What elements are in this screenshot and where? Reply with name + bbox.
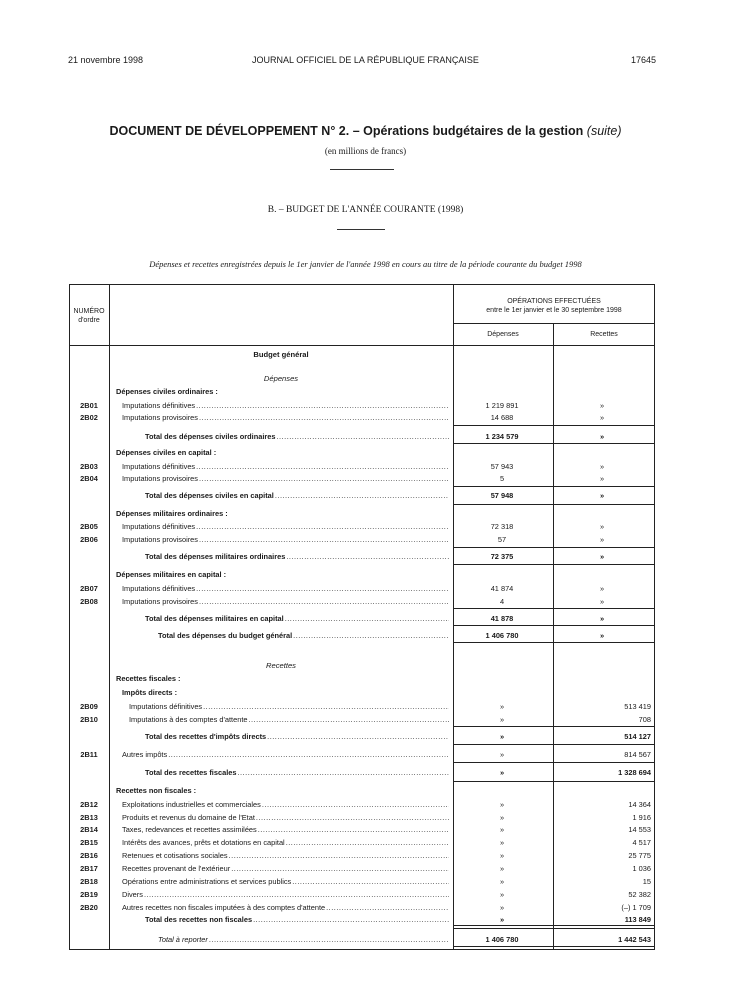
depenses-value: »	[499, 702, 505, 711]
row-label	[145, 731, 449, 743]
row-code: 2B20	[80, 903, 98, 912]
table-row	[69, 850, 655, 862]
table-row	[69, 400, 655, 412]
table-row	[69, 812, 655, 824]
depenses-value: 57 948	[490, 491, 514, 500]
row-label	[116, 673, 416, 685]
row-label	[122, 902, 449, 914]
depenses-value: »	[499, 715, 505, 724]
row-label-text: Total des dépenses civiles en capital	[145, 491, 274, 500]
row-code: 2B19	[80, 890, 98, 899]
row-label	[122, 850, 449, 862]
depenses-value: »	[499, 851, 505, 860]
total-row	[69, 731, 655, 743]
depenses-value: »	[499, 877, 505, 886]
group-heading-row	[69, 569, 655, 581]
row-label-text: Total des recettes non fiscales	[145, 915, 253, 924]
leader-dots	[199, 534, 449, 546]
leader-dots	[258, 824, 449, 836]
row-code: 2B13	[80, 813, 98, 822]
col-operations	[453, 297, 655, 315]
row-code: 2B03	[80, 462, 98, 471]
row-label-text: Imputations provisoires	[122, 474, 198, 483]
table-row	[69, 889, 655, 901]
row-label-text: Imputations provisoires	[122, 413, 198, 422]
leader-dots	[196, 461, 449, 473]
depenses-value: 1 234 579	[485, 432, 519, 441]
row-code: 2B08	[80, 597, 98, 606]
table-row	[69, 701, 655, 713]
depenses-value: 72 318	[490, 522, 514, 531]
group-heading-row	[69, 447, 655, 459]
row-label-text: Autres impôts	[122, 750, 168, 759]
row-label-text: Total à reporter	[158, 935, 208, 944]
col-ordre-label: d'ordre	[78, 317, 100, 324]
recettes-value: 814 567	[624, 750, 651, 759]
row-code: 2B09	[80, 702, 98, 711]
header-date: 21 novembre 1998	[68, 55, 144, 65]
row-label	[116, 785, 416, 797]
table-header-rule	[69, 345, 655, 346]
total-rule	[453, 762, 655, 763]
depenses-value: 14 688	[490, 413, 514, 422]
leader-dots	[286, 837, 449, 849]
row-code: 2B12	[80, 800, 98, 809]
group-heading-row	[69, 386, 655, 398]
col-recettes: Recettes	[590, 331, 618, 338]
total-rule	[453, 443, 655, 444]
recettes-value: »	[599, 432, 605, 441]
title-suite: (suite)	[586, 124, 622, 138]
row-label	[129, 701, 449, 713]
depenses-value: 57	[497, 535, 507, 544]
depenses-value: »	[499, 750, 505, 759]
row-code: 2B10	[80, 715, 98, 724]
col-numero	[69, 307, 109, 325]
row-label-text: Total des dépenses militaires en capital	[145, 614, 284, 623]
leader-dots	[267, 731, 449, 743]
row-label	[122, 749, 449, 761]
leader-dots	[209, 934, 449, 946]
row-code: 2B14	[80, 825, 98, 834]
total-row	[69, 630, 655, 642]
depenses-value: 4	[499, 597, 505, 606]
table-row	[69, 521, 655, 533]
table-row	[69, 824, 655, 836]
row-label	[122, 473, 449, 485]
total-rule	[453, 744, 655, 745]
row-label-text: Imputations définitives	[129, 702, 203, 711]
row-label	[145, 431, 449, 443]
recettes-value: »	[599, 462, 605, 471]
title-main: DOCUMENT DE DÉVELOPPEMENT N° 2. – Opérations budgétaires de la gestion	[109, 124, 584, 138]
table-row	[69, 583, 655, 595]
row-label	[145, 490, 449, 502]
row-label-text: Imputations définitives	[122, 401, 196, 410]
table-row	[69, 934, 655, 946]
row-label-text: Total des dépenses civiles ordinaires	[145, 432, 276, 441]
total-rule	[453, 726, 655, 727]
row-label-text: Exploitations industrielles et commerciales	[122, 800, 261, 809]
row-label-text: Recettes fiscales :	[116, 674, 181, 683]
budget-general-heading: Budget général	[253, 350, 309, 359]
row-label	[145, 551, 449, 563]
row-label	[122, 400, 449, 412]
header-page-number: 17645	[630, 55, 656, 65]
leader-dots	[253, 914, 449, 926]
depenses-value: »	[499, 915, 505, 924]
total-rule	[453, 642, 655, 643]
recettes-value: (–) 1 709	[621, 903, 651, 912]
recettes-value: »	[599, 474, 605, 483]
col-operations-title: OPÉRATIONS EFFECTUÉES	[507, 298, 601, 305]
recettes-value: »	[599, 413, 605, 422]
row-label	[122, 889, 449, 901]
row-code: 2B01	[80, 401, 98, 410]
row-label-text: Recettes non fiscales :	[116, 786, 197, 795]
table-row	[69, 837, 655, 849]
row-code: 2B17	[80, 864, 98, 873]
row-label-text: Imputations à des comptes d'attente	[129, 715, 248, 724]
total-rule	[453, 925, 655, 926]
table-row	[69, 876, 655, 888]
leader-dots	[196, 521, 449, 533]
row-label	[158, 934, 449, 946]
row-label	[145, 767, 449, 779]
row-code: 2B02	[80, 413, 98, 422]
leader-dots	[262, 799, 449, 811]
total-row	[69, 767, 655, 779]
row-label-text: Imputations définitives	[122, 584, 196, 593]
row-label-text: Divers	[122, 890, 143, 899]
table-row	[69, 902, 655, 914]
table-row	[69, 863, 655, 875]
section-divider	[337, 229, 385, 230]
leader-dots	[286, 551, 449, 563]
row-label	[145, 914, 449, 926]
total-rule	[453, 504, 655, 505]
depenses-value: 5	[499, 474, 505, 483]
recettes-value: 513 419	[624, 702, 651, 711]
leader-dots	[292, 876, 449, 888]
row-label	[122, 461, 449, 473]
recettes-heading: Recettes	[266, 661, 296, 670]
depenses-value: 41 878	[490, 614, 514, 623]
row-label	[122, 687, 422, 699]
recettes-value: 1 036	[632, 864, 651, 873]
row-label	[122, 412, 449, 424]
row-code: 2B07	[80, 584, 98, 593]
table-row	[69, 714, 655, 726]
recettes-value: 1 328 694	[618, 768, 651, 777]
depenses-value: 72 375	[490, 552, 514, 561]
total-rule	[453, 564, 655, 565]
row-label	[122, 876, 449, 888]
recettes-value: 52 382	[628, 890, 651, 899]
depenses-value: »	[499, 903, 505, 912]
recettes-value: »	[599, 401, 605, 410]
intro-text: Dépenses et recettes enregistrées depuis le 1er janvier de l'année 1998 en cours au titre de la période courante du budget 1998	[149, 259, 582, 269]
group-heading-row	[69, 673, 655, 685]
leader-dots	[276, 431, 449, 443]
depenses-value: »	[499, 813, 505, 822]
leader-dots	[326, 902, 449, 914]
depenses-value: »	[499, 838, 505, 847]
row-label	[158, 630, 449, 642]
table-row	[69, 534, 655, 546]
row-label-text: Imputations définitives	[122, 522, 196, 531]
depenses-value: 57 943	[490, 462, 514, 471]
leader-dots	[249, 714, 450, 726]
total-row	[69, 490, 655, 502]
row-label-text: Dépenses militaires en capital :	[116, 570, 227, 579]
row-code: 2B06	[80, 535, 98, 544]
recettes-value: 14 553	[628, 825, 651, 834]
table-row	[69, 412, 655, 424]
row-label-text: Total des dépenses militaires ordinaires	[145, 552, 286, 561]
row-label-text: Imputations provisoires	[122, 597, 198, 606]
recettes-value: »	[599, 522, 605, 531]
row-label-text: Recettes provenant de l'extérieur	[122, 864, 231, 873]
row-label-text: Imputations provisoires	[122, 535, 198, 544]
row-label	[122, 583, 449, 595]
row-label	[116, 508, 416, 520]
leader-dots	[293, 630, 449, 642]
col-operations-period: entre le 1er janvier et le 30 septembre 1998	[486, 307, 622, 314]
row-code: 2B18	[80, 877, 98, 886]
recettes-value: 113 849	[624, 915, 651, 924]
table-row	[69, 596, 655, 608]
recettes-value: »	[599, 552, 605, 561]
leader-dots	[203, 701, 449, 713]
leader-dots	[199, 596, 449, 608]
total-rule	[453, 608, 655, 609]
group-heading-row	[69, 508, 655, 520]
row-label-text: Retenues et cotisations sociales	[122, 851, 228, 860]
row-label	[145, 613, 449, 625]
row-label	[122, 521, 449, 533]
depenses-value: »	[499, 800, 505, 809]
section-heading: B. – BUDGET DE L'ANNÉE COURANTE (1998)	[267, 205, 464, 215]
recettes-value: 15	[642, 877, 651, 886]
recettes-value: »	[599, 597, 605, 606]
row-label	[129, 714, 449, 726]
depenses-value: 1 406 780	[485, 631, 519, 640]
row-label-text: Taxes, redevances et recettes assimilées	[122, 825, 257, 834]
row-label-text: Impôts directs :	[122, 688, 178, 697]
row-label-text: Autres recettes non fiscales imputées à des comptes d'attente	[122, 903, 326, 912]
total-rule	[453, 946, 655, 947]
leader-dots	[231, 863, 449, 875]
row-label-text: Intérêts des avances, prêts et dotations en capital	[122, 838, 285, 847]
depenses-value: »	[499, 732, 505, 741]
row-label	[116, 447, 416, 459]
recettes-value: 1 442 543	[618, 935, 651, 944]
total-row	[69, 613, 655, 625]
row-label	[122, 596, 449, 608]
row-label-text: Total des recettes d'impôts directs	[145, 732, 267, 741]
table-row	[69, 749, 655, 761]
depenses-value: »	[499, 890, 505, 899]
row-label	[122, 824, 449, 836]
title-divider	[330, 169, 394, 170]
total-rule	[453, 547, 655, 548]
row-label	[122, 812, 449, 824]
leader-dots	[199, 412, 449, 424]
row-label-text: Dépenses civiles en capital :	[116, 448, 217, 457]
leader-dots	[144, 889, 449, 901]
group-heading-row	[69, 785, 655, 797]
row-label	[122, 534, 449, 546]
row-label-text: Dépenses militaires ordinaires :	[116, 509, 228, 518]
total-rule	[453, 781, 655, 782]
table-row	[69, 799, 655, 811]
leader-dots	[237, 767, 449, 779]
row-label	[116, 386, 416, 398]
row-label-text: Dépenses civiles ordinaires :	[116, 387, 218, 396]
units-note: (en millions de francs)	[324, 146, 407, 156]
row-code: 2B04	[80, 474, 98, 483]
total-row	[69, 431, 655, 443]
recettes-value: »	[599, 491, 605, 500]
total-row	[69, 551, 655, 563]
leader-dots	[168, 749, 449, 761]
table-header-rule-ops	[453, 323, 655, 324]
depenses-value: »	[499, 825, 505, 834]
row-label	[122, 837, 449, 849]
depenses-value: »	[499, 864, 505, 873]
depenses-heading: Dépenses	[263, 374, 299, 383]
group-heading-row	[69, 687, 655, 699]
row-label-text: Produits et revenus du domaine de l'Etat	[122, 813, 255, 822]
row-code: 2B15	[80, 838, 98, 847]
depenses-value: 1 219 891	[485, 401, 519, 410]
row-label-text: Total des recettes fiscales	[145, 768, 237, 777]
leader-dots	[199, 473, 449, 485]
recettes-value: »	[599, 584, 605, 593]
recettes-value: 4 517	[632, 838, 651, 847]
row-label	[122, 863, 449, 875]
recettes-value: 1 916	[632, 813, 651, 822]
recettes-value: »	[599, 535, 605, 544]
row-code: 2B16	[80, 851, 98, 860]
leader-dots	[196, 583, 449, 595]
total-rule	[453, 486, 655, 487]
col-depenses: Dépenses	[487, 331, 519, 338]
recettes-value: »	[599, 631, 605, 640]
recettes-value: 708	[638, 715, 651, 724]
leader-dots	[229, 850, 449, 862]
row-label	[122, 799, 449, 811]
table-row	[69, 473, 655, 485]
row-label-text: Total des dépenses du budget général	[158, 631, 293, 640]
total-rule	[453, 625, 655, 626]
leader-dots	[256, 812, 449, 824]
total-rule	[453, 928, 655, 929]
recettes-value: 514 127	[624, 732, 651, 741]
row-label	[116, 569, 416, 581]
row-code: 2B05	[80, 522, 98, 531]
col-numero-label: NUMÉRO	[73, 308, 105, 315]
depenses-value: »	[499, 768, 505, 777]
leader-dots	[196, 400, 449, 412]
depenses-value: 1 406 780	[485, 935, 519, 944]
document-title	[0, 124, 731, 138]
table-row	[69, 461, 655, 473]
leader-dots	[285, 613, 449, 625]
total-rule	[453, 425, 655, 426]
recettes-value: »	[599, 614, 605, 623]
leader-dots	[275, 490, 449, 502]
row-label-text: Opérations entre administrations et services publics	[122, 877, 292, 886]
recettes-value: 14 364	[628, 800, 651, 809]
row-label-text: Imputations définitives	[122, 462, 196, 471]
depenses-value: 41 874	[490, 584, 514, 593]
recettes-value: 25 775	[628, 851, 651, 860]
row-code: 2B11	[80, 750, 98, 759]
header-journal: JOURNAL OFFICIEL DE LA RÉPUBLIQUE FRANÇAISE	[252, 55, 479, 65]
